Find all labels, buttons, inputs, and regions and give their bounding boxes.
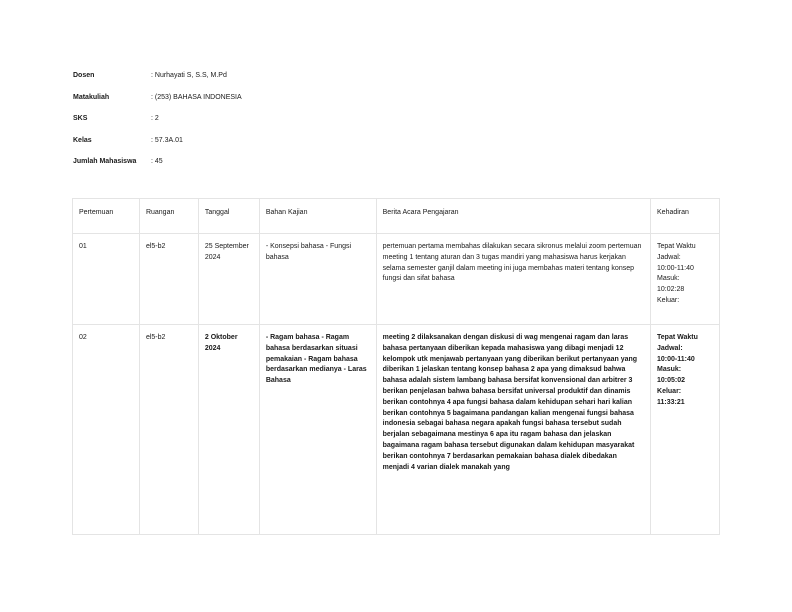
kehadiran-jadwal-value: 10:00-11:40 xyxy=(657,264,694,272)
kehadiran-masuk-value: 10:02:28 xyxy=(657,286,685,294)
dosen-value: : Nurhayati S, S.S, M.Pd xyxy=(151,72,227,79)
kehadiran-keluar-label: Keluar: xyxy=(657,387,682,395)
cell-kehadiran xyxy=(651,325,720,535)
cell-ruangan: el5-b2 xyxy=(139,325,198,535)
kehadiran-keluar-value: 11:33:21 xyxy=(657,398,685,406)
table-header-row xyxy=(73,199,720,234)
header-berita-acara: Berita Acara Pengajaran xyxy=(376,199,650,234)
cell-kehadiran xyxy=(651,234,720,325)
cell-tanggal: 25 September 2024 xyxy=(198,234,259,325)
kehadiran-masuk-label: Masuk: xyxy=(657,275,680,283)
kehadiran-jadwal-value: 10:00-11:40 xyxy=(657,355,695,363)
info-row-matakuliah xyxy=(73,94,242,116)
kehadiran-jadwal-label: Jadwal: xyxy=(657,253,681,261)
kelas-label: Kelas xyxy=(73,136,92,144)
cell-ruangan: el5-b2 xyxy=(139,234,198,325)
cell-pertemuan: 01 xyxy=(73,234,140,325)
sks-value: : 2 xyxy=(151,115,159,122)
info-row-jumlah xyxy=(73,158,242,180)
cell-bahan-kajian: - Konsepsi bahasa - Fungsi bahasa xyxy=(259,234,376,325)
header-kehadiran: Kehadiran xyxy=(651,199,720,234)
header-pertemuan: Pertemuan xyxy=(73,199,140,234)
header-ruangan: Ruangan xyxy=(139,199,198,234)
dosen-label: Dosen xyxy=(73,72,95,79)
cell-bahan-kajian: - Ragam bahasa - Ragam bahasa berdasarkan situasi pemakaian - Ragam bahasa berdasarkan medianya - Laras Bahasa xyxy=(259,325,376,535)
header-bahan-kajian: Bahan Kajian xyxy=(259,199,376,234)
header-tanggal: Tanggal xyxy=(198,199,259,234)
jumlah-value: : 45 xyxy=(151,158,163,165)
jumlah-label: Jumlah Mahasiswa xyxy=(73,158,137,165)
cell-tanggal: 2 Oktober 2024 xyxy=(198,325,259,535)
matakuliah-label: Matakuliah xyxy=(73,93,110,101)
kehadiran-jadwal-label: Jadwal: xyxy=(657,344,683,352)
info-row-kelas xyxy=(73,137,242,159)
course-info xyxy=(73,72,242,180)
info-row-dosen xyxy=(73,72,242,94)
kehadiran-status: Tepat Waktu xyxy=(657,334,698,341)
kehadiran-keluar-label: Keluar: xyxy=(657,296,680,304)
cell-berita-acara: meeting 2 dilaksanakan dengan diskusi di wag mengenai ragam dan laras bahasa pertanyaan diberikan kepada mahasiswa yang dibagi menjadi 12 kelompok utk menjawab pertanyaan yang diberikan berikut pertanyaan yang diberikan 1 jelaskan tentang konsep bahasa 2 apa yang dimaksud bahwa bahasa adalah sistem lambang bahasa bersifat konvensional dan arbitrer 3 berikan penjelasan bahwa bahasa bersifat universal produktif dan dinamis berikan contohnya 4 apa fungsi bahasa dalam kehidupan sehari hari kalian berikan contohnya 5 bagaimana pandangan kalian mengenai fungsi bahasa indonesia sebagai bahasa negara apakah fungsi bahasa tersebut sudah berjalan sebagaimana mestinya 6 apa itu ragam bahasa dan jelaskan bagaimana ragam bahasa tersebut digunakan dalam kehidupan masyarakat berikan contohnya 7 berdasarkan pemakaian bahasa dialek dibedakan menjadi 4 varian dialek manakah yang xyxy=(376,325,650,535)
cell-berita-acara: pertemuan pertama membahas dilakukan secara sikronus melalui zoom pertemuan meeting 1 tentang aturan dan 3 tugas mandiri yang mahasiswa harus kerjakan selama semester ganjil dalam meeting ini juga membahas materi tentang konsep fungsi dan sifat bahasa xyxy=(376,234,650,325)
table-row xyxy=(73,325,720,535)
kehadiran-masuk-value: 10:05:02 xyxy=(657,377,686,385)
matakuliah-value: : (253) BAHASA INDONESIA xyxy=(151,93,242,101)
table-row xyxy=(73,234,720,325)
kehadiran-status: Tepat Waktu xyxy=(657,243,696,250)
attendance-table xyxy=(72,198,720,535)
info-row-sks xyxy=(73,115,242,137)
cell-pertemuan: 02 xyxy=(73,325,140,535)
kehadiran-masuk-label: Masuk: xyxy=(657,366,682,374)
kelas-value: : 57.3A.01 xyxy=(151,136,183,144)
sks-label: SKS xyxy=(73,115,88,122)
